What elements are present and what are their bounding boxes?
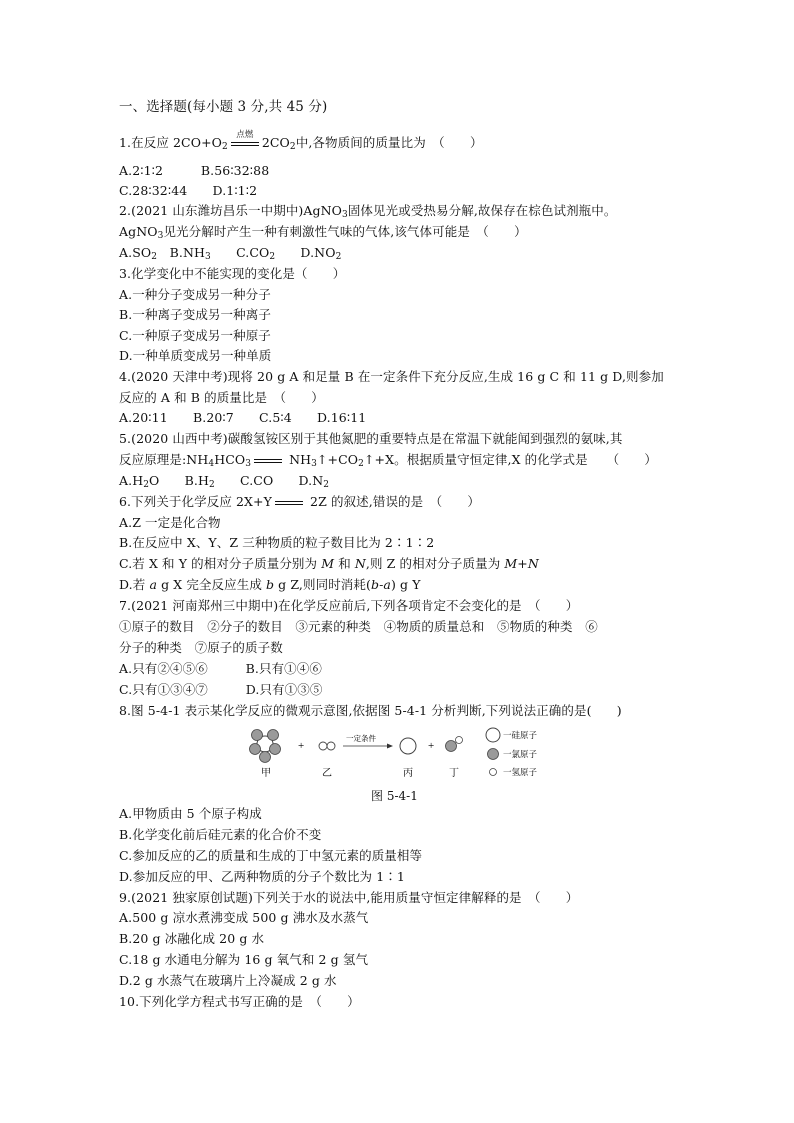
q2-stem-line2: AgNO$_3$见光分解时产生一种有刺激性气味的气体,该气体可能是 （ ）	[119, 224, 527, 241]
q8-option-a: A.甲物质由 5 个原子构成	[119, 806, 262, 821]
q9-option-b: B.20 g 冰融化成 20 g 水	[119, 931, 265, 946]
legend-cl-label: 一氯原子	[503, 750, 538, 760]
q3-option-d: D.一种单质变成另一种单质	[119, 348, 272, 363]
q1-options-row2: C.28∶32∶44 D.1∶1∶2	[119, 183, 258, 198]
q5-stem-line2: 反应原理是$:NH_4HCO_3$ $NH_3↑+CO_2↑+X$。根据质量守恒定律,X 的化学式是 （ ）	[119, 452, 658, 469]
q9-option-a: A.500 g 凉水煮沸变成 500 g 沸水及水蒸气	[119, 910, 369, 925]
q3-option-b: B.一种离子变成另一种离子	[119, 307, 271, 322]
molecule-bing	[400, 738, 416, 754]
q3-stem: 3.化学变化中不能实现的变化是（ ）	[119, 266, 346, 281]
label-yi: 乙	[322, 768, 332, 779]
q7-options-row1: A.只有②④⑤⑥ B.只有①④⑥	[119, 661, 322, 676]
q3-option-a: A.一种分子变成另一种分子	[119, 287, 271, 302]
q6-option-b: B.在反应中 X、Y、Z 三种物质的粒子数目比为 2∶1∶2	[119, 535, 435, 550]
q9-option-d: D.2 g 水蒸气在玻璃片上冷凝成 2 g 水	[119, 973, 337, 988]
q5-stem-line1: 5.(2020 山西中考)碳酸氢铵区别于其他氮肥的重要特点是在常温下就能闻到强烈的氨味,其	[119, 431, 623, 446]
molecule-jia	[250, 730, 281, 763]
plus-sign: +	[428, 740, 435, 752]
q7-options-row2: C.只有①③④⑦ D.只有①③⑤	[119, 682, 323, 697]
figure-caption: 图 5-4-1	[371, 789, 418, 803]
q3-option-c: C.一种原子变成另一种原子	[119, 328, 271, 343]
q8-option-d: D.参加反应的甲、乙两种物质的分子个数比为 1∶1	[119, 869, 405, 884]
reaction-arrow	[343, 744, 393, 749]
q8-stem: 8.图 5-4-1 表示某化学反应的微观示意图,依据图 5-4-1 分析判断,下列说法正确的是( )	[119, 703, 622, 718]
q2-stem-line1: 2.(2021 山东潍坊昌乐一中期中)AgNO$_3$固体见光或受热易分解,故保存在棕色试剂瓶中。	[119, 203, 617, 220]
plus-sign: +	[298, 740, 305, 752]
q6-option-d: D.若 a g X 完全反应生成 b g Z,则同时消耗(b-a) g Y	[119, 577, 421, 592]
q1-options-row1: A.2∶1∶2 B.56∶32∶88	[119, 163, 270, 178]
q6-option-a: A.Z 一定是化合物	[119, 515, 221, 530]
reaction-micro-diagram	[240, 727, 570, 787]
q9-stem: 9.(2021 独家原创试题)下列关于水的说法中,能用质量守恒定律解释的是 （ ）	[119, 890, 579, 905]
q7-items-line1: ①原子的数目 ②分子的数目 ③元素的种类 ④物质的质量总和 ⑤物质的种类 ⑥	[119, 619, 598, 634]
q9-option-c: C.18 g 水通电分解为 16 g 氧气和 2 g 氢气	[119, 952, 369, 967]
q4-options: A.20∶11 B.20∶7 C.5∶4 D.16∶11	[119, 410, 367, 425]
q4-stem-line1: 4.(2020 天津中考)现将 20 g A 和足量 B 在一定条件下充分反应,生成 16 g C 和 11 g D,则参加	[119, 369, 664, 384]
legend-h-label: 一氢原子	[503, 768, 538, 778]
reaction-equals-sign	[254, 455, 282, 467]
q1-stem: 1.在反应 $2CO+O_2$ 点燃 $2CO_2$中,各物质间的质量比为 （ ）	[119, 129, 483, 152]
label-bing: 丙	[403, 768, 413, 779]
label-ding: 丁	[449, 768, 459, 779]
legend-h-marker	[490, 769, 497, 776]
legend-cl-marker	[488, 749, 499, 760]
legend-si-label: 一硅原子	[503, 731, 538, 741]
label-jia: 甲	[261, 768, 271, 779]
q4-stem-line2: 反应的 A 和 B 的质量比是 （ ）	[119, 390, 324, 405]
reaction-equals-sign: 点燃	[231, 138, 259, 150]
molecule-yi	[319, 742, 335, 750]
q10-stem: 10.下列化学方程式书写正确的是 （ ）	[119, 994, 360, 1009]
q6-stem: 6.下列关于化学反应 2X+Y 2Z 的叙述,错误的是 （ ）	[119, 494, 480, 509]
q2-options: $A.SO_2$ $B.NH_3$ $C.CO_2$ $D.NO_2$	[119, 245, 342, 262]
legend	[486, 728, 538, 778]
q8-option-b: B.化学变化前后硅元素的化合价不变	[119, 827, 322, 842]
molecule-ding	[446, 737, 463, 752]
q5-options: $A.H_2O$ $B.H_2$ C.CO $D.N_2$	[119, 473, 330, 490]
q7-stem: 7.(2021 河南郑州三中期中)在化学反应前后,下列各项肯定不会变化的是 （ ）	[119, 598, 579, 613]
q6-option-c: C.若 X 和 Y 的相对分子质量分别为 M 和 N,则 Z 的相对分子质量为 M+N	[119, 556, 539, 571]
reaction-condition: 一定条件	[346, 734, 376, 743]
legend-si-marker	[486, 728, 500, 742]
section-title: 一、选择题(每小题 3 分,共 45 分)	[119, 99, 328, 115]
q7-items-line2: 分子的种类 ⑦原子的质子数	[119, 640, 283, 655]
q8-option-c: C.参加反应的乙的质量和生成的丁中氢元素的质量相等	[119, 848, 423, 863]
reaction-equals-sign	[275, 497, 303, 509]
